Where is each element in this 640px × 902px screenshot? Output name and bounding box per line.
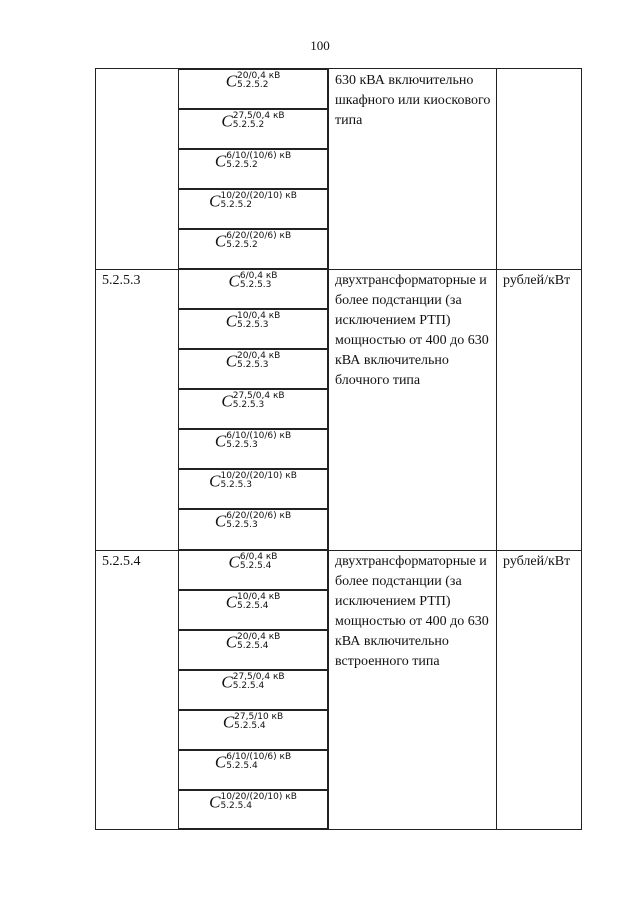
rate-formula: C 27,5/0,4 кВ 5.2.5.4: [221, 672, 285, 692]
rate-formula: C 20/0,4 кВ 5.2.5.3: [225, 351, 281, 371]
row-divider: [96, 550, 581, 551]
formula-cell: [178, 590, 328, 630]
rate-formula: C 10/20/(20/10) кВ 5.2.5.3: [209, 471, 297, 491]
tariff-table: [95, 68, 582, 830]
description-cell: двухтрансформаторные и более подстанции (за исключением РТП) мощностью от 400 до 630 кВА включительно блочного типа: [335, 273, 489, 388]
description-cell: 630 кВА включительно шкафного или киоскового типа: [335, 73, 491, 128]
formula-cell: [178, 189, 328, 229]
formula-cell: [178, 429, 328, 469]
formula-cell: [178, 269, 328, 309]
row-code: 5.2.5.4: [102, 554, 141, 569]
formula-cell: [178, 710, 328, 750]
formula-cell: [178, 229, 328, 269]
column-divider: [328, 69, 329, 829]
formula-cell: [178, 309, 328, 349]
rate-formula: C 20/0,4 кВ 5.2.5.2: [225, 71, 281, 91]
rate-formula: C 6/10/(10/6) кВ 5.2.5.3: [214, 431, 292, 451]
row-code: 5.2.5.3: [102, 273, 141, 288]
rate-formula: C 6/20/(20/6) кВ 5.2.5.3: [214, 511, 292, 531]
formula-cell: [178, 149, 328, 189]
formula-cell: [178, 389, 328, 429]
rate-formula: C 6/10/(10/6) кВ 5.2.5.4: [214, 752, 292, 772]
formula-cell: [178, 69, 328, 109]
formula-cell: [178, 109, 328, 149]
formula-cell: [178, 670, 328, 710]
rate-formula: C 6/20/(20/6) кВ 5.2.5.2: [214, 231, 292, 251]
formula-cell: [178, 469, 328, 509]
rate-formula: C 20/0,4 кВ 5.2.5.4: [225, 632, 281, 652]
formula-cell: [178, 349, 328, 389]
formula-cell: [178, 630, 328, 670]
rate-formula: C 10/20/(20/10) кВ 5.2.5.4: [209, 792, 297, 812]
page-number: 100: [310, 38, 330, 53]
rate-formula: C 6/0,4 кВ 5.2.5.4: [228, 552, 278, 572]
description-cell: двухтрансформаторные и более подстанции (за исключением РТП) мощностью от 400 до 630 кВА включительно встроенного типа: [335, 554, 489, 669]
rate-formula: C 27,5/10 кВ 5.2.5.4: [222, 712, 284, 732]
column-divider: [496, 69, 497, 829]
formula-cell: [178, 750, 328, 790]
rate-formula: C 27,5/0,4 кВ 5.2.5.3: [221, 391, 285, 411]
rate-formula: C 10/0,4 кВ 5.2.5.3: [225, 311, 281, 331]
rate-formula: C 10/20/(20/10) кВ 5.2.5.2: [209, 191, 297, 211]
rate-formula: C 6/0,4 кВ 5.2.5.3: [228, 271, 278, 291]
rate-formula: C 10/0,4 кВ 5.2.5.4: [225, 592, 281, 612]
unit-cell: рублей/кВт: [503, 554, 571, 569]
unit-cell: рублей/кВт: [503, 273, 571, 288]
formula-cell: [178, 509, 328, 550]
rate-formula: C 6/10/(10/6) кВ 5.2.5.2: [214, 151, 292, 171]
row-divider: [96, 269, 581, 270]
formula-cell: [178, 790, 328, 829]
rate-formula: C 27,5/0,4 кВ 5.2.5.2: [221, 111, 285, 131]
formula-cell: [178, 550, 328, 590]
